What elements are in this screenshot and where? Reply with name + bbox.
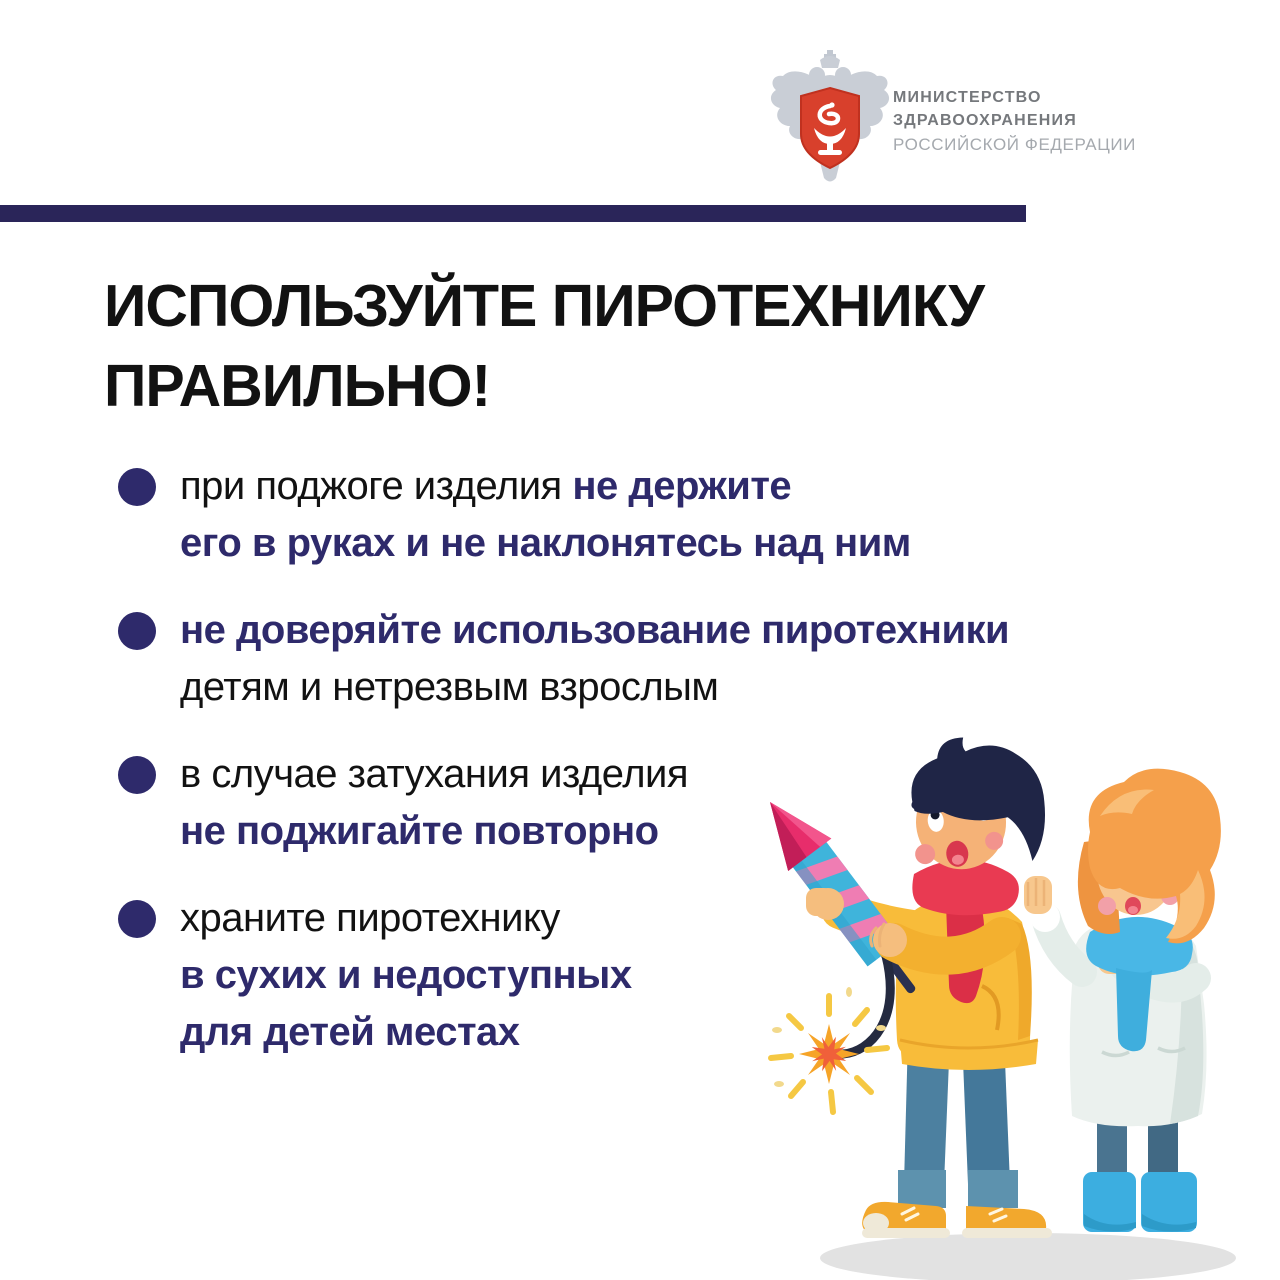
man-head bbox=[903, 730, 1050, 874]
sneakers bbox=[862, 1202, 1052, 1238]
fuse bbox=[843, 956, 890, 1054]
shield-icon bbox=[801, 88, 859, 168]
ministry-line-2: ЗДРАВООХРАНЕНИЯ bbox=[893, 112, 1077, 129]
page-title bbox=[104, 266, 984, 426]
ministry-wordmark bbox=[893, 86, 1136, 157]
divider-bar bbox=[0, 205, 1026, 222]
bullet-dot-icon bbox=[118, 468, 156, 506]
title-line-1: ИСПОЛЬЗУЙТЕ ПИРОТЕХНИКУ bbox=[104, 273, 985, 339]
man-figure bbox=[750, 730, 1052, 1238]
boots bbox=[1083, 1172, 1197, 1232]
rule-text: храните пиротехнику в сухих и недоступных для детей местах bbox=[180, 896, 632, 1054]
safety-rule bbox=[104, 602, 1114, 716]
woman-figure bbox=[1024, 769, 1221, 1232]
ministry-line-3: РОССИЙСКОЙ ФЕДЕРАЦИИ bbox=[893, 135, 1137, 154]
sparkler-icon bbox=[771, 987, 887, 1112]
rule-text: не доверяйте использование пиротехники детям и нетрезвым взрослым bbox=[180, 608, 1010, 709]
rule-text: в случае затухания изделия не поджигайте повторно bbox=[180, 752, 689, 853]
bullet-dot-icon bbox=[118, 612, 156, 650]
ministry-emblem-icon bbox=[770, 48, 890, 184]
bullet-dot-icon bbox=[118, 756, 156, 794]
ground-shadow bbox=[820, 1233, 1236, 1280]
safety-rule bbox=[104, 458, 1114, 572]
ministry-line-1: МИНИСТЕРСТВО bbox=[893, 89, 1042, 106]
rule-text: при поджоге изделия не держите его в руках и не наклонятесь над ним bbox=[180, 464, 911, 565]
pyrotechnics-illustration bbox=[750, 720, 1280, 1280]
bullet-dot-icon bbox=[118, 900, 156, 938]
title-line-2: ПРАВИЛЬНО! bbox=[104, 353, 491, 419]
